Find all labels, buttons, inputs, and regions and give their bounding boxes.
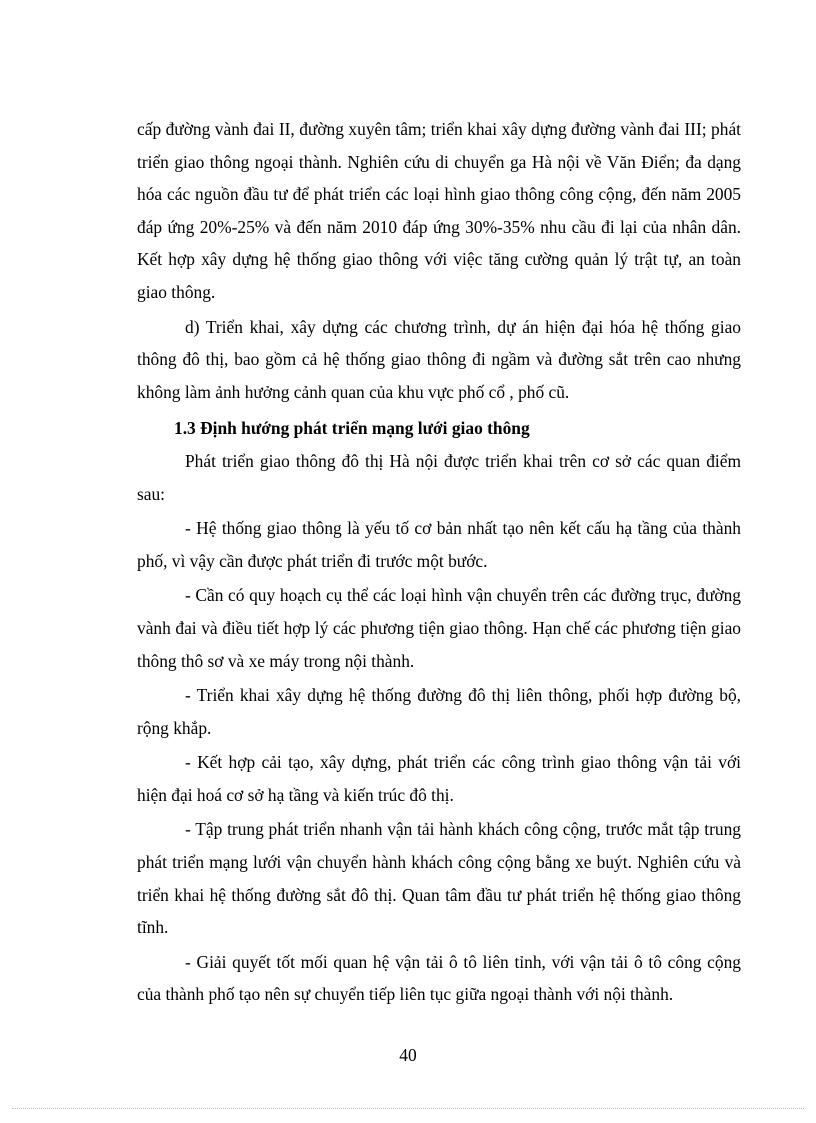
paragraph-item-d: d) Triển khai, xây dựng các chương trình, dự án hiện đại hóa hệ thống giao thông đô thị, bao gồm cả hệ thống giao thông đi ngầm và đường sắt trên cao nhưng không làm ảnh hưởng cảnh quan của khu vực phố cổ , phố cũ. (137, 316, 741, 402)
page-bottom-divider (12, 1108, 804, 1109)
bullet-paragraph: - Hệ thống giao thông là yếu tố cơ bản nhất tạo nên kết cấu hạ tầng của thành phố, vì vậy cần được phát triển đi trước một bước. (137, 518, 741, 571)
bullet-paragraph: - Cần có quy hoạch cụ thể các loại hình vận chuyển trên các đường trục, đường vành đai và điều tiết hợp lý các phương tiện giao thông. Hạn chế các phương tiện giao thông thô sơ và xe máy trong nội thành. (137, 585, 741, 671)
bullet-paragraph: - Triển khai xây dựng hệ thống đường đô thị liên thông, phối hợp đường bộ, rộng khắp. (137, 685, 741, 738)
section-heading: 1.3 Định hướng phát triển mạng lưới giao thông (174, 418, 530, 439)
page-number: 40 (399, 1045, 417, 1065)
page-body (137, 113, 741, 1011)
paragraph-continuation: cấp đường vành đai II, đường xuyên tâm; triển khai xây dựng đường vành đai III; phát triển giao thông ngoại thành. Nghiên cứu di chuyển ga Hà nội về Văn Điển; đa dạng hóa các nguồn đầu tư để phát triển các loại hình giao thông công cộng, đến năm 2005 đáp ứng 20%-25% và đến năm 2010 đáp ứng 30%-35% nhu cầu đi lại của nhân dân. Kết hợp xây dựng hệ thống giao thông với việc tăng cường quản lý trật tự, an toàn giao thông. (137, 119, 741, 302)
section-intro-paragraph: Phát triển giao thông đô thị Hà nội được triển khai trên cơ sở các quan điểm sau: (137, 450, 741, 504)
bullet-paragraph: - Tập trung phát triển nhanh vận tải hành khách công cộng, trước mắt tập trung phát triển mạng lưới vận chuyển hành khách công cộng bằng xe buýt. Nghiên cứu và triển khai hệ thống đường sắt đô thị. Quan tâm đầu tư phát triển hệ thống giao thông tĩnh. (137, 819, 741, 938)
bullet-paragraph: - Kết hợp cải tạo, xây dựng, phát triển các công trình giao thông vận tải với hiện đại hoá cơ sở hạ tầng và kiến trúc đô thị. (137, 752, 741, 805)
bullet-paragraph: - Giải quyết tốt mối quan hệ vận tải ô tô liên tỉnh, với vận tải ô tô công cộng của thành phố tạo nên sự chuyển tiếp liên tục giữa ngoại thành với nội thành. (137, 951, 741, 1005)
